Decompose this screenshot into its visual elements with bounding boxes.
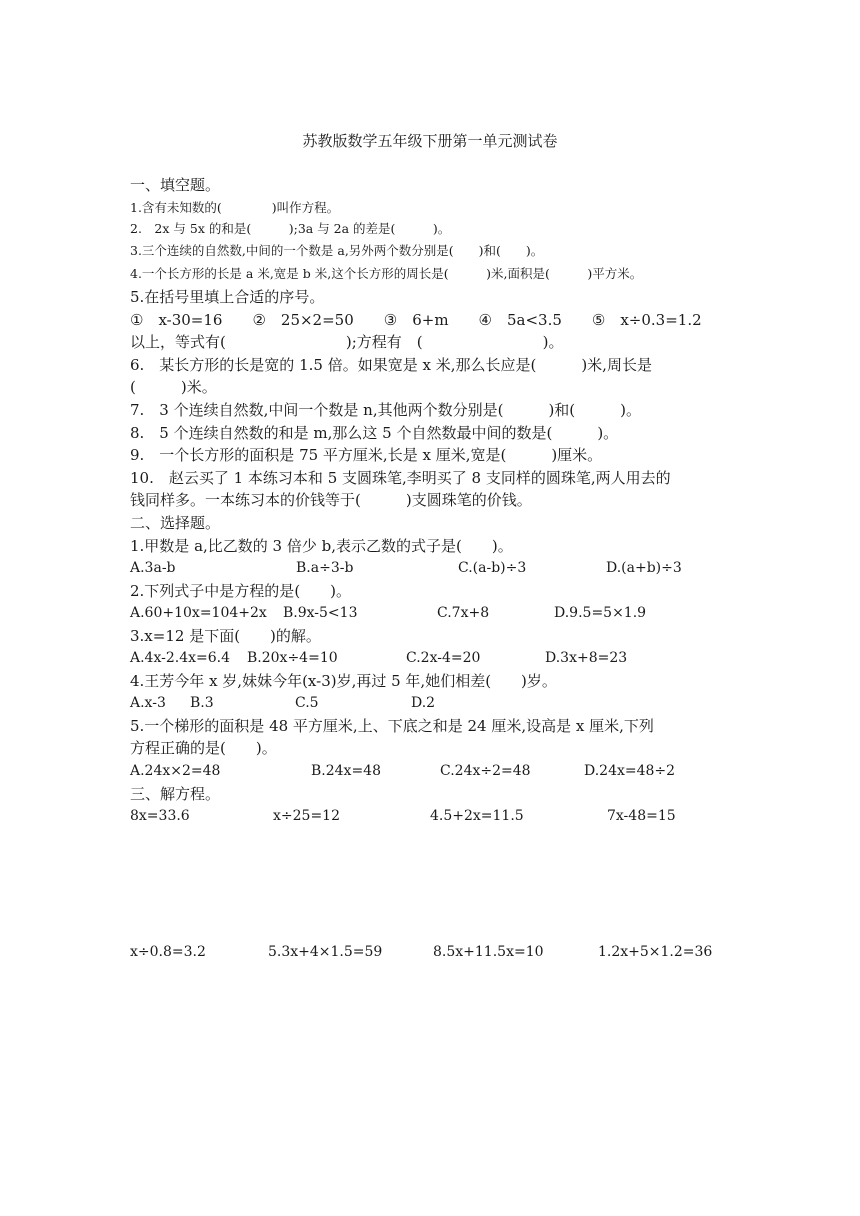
equation-8: 1.2x+5×1.2=36 [598, 944, 713, 960]
question-1-2: 2. 2x 与 5x 的和是( );3a 与 2a 的差是( )。 [130, 221, 451, 236]
option-2-2-b: B.9x-5<13 [283, 605, 358, 621]
option-2-2-a: A.60+10x=104+2x [130, 605, 267, 621]
question-1-6-line1: 6. 某长方形的长是宽的 1.5 倍。如果宽是 x 米,那么长应是( )米,周长是 [130, 356, 652, 374]
question-1-9: 9. 一个长方形的面积是 75 平方厘米,长是 x 厘米,宽是( )厘米。 [130, 446, 603, 464]
question-2-5-line2: 方程正确的是( )。 [130, 739, 277, 757]
question-1-6-line2: ( )米。 [130, 378, 217, 396]
option-2-1-a: A.3a-b [130, 560, 176, 576]
equation-1: 8x=33.6 [130, 808, 190, 824]
section-heading-fill-blank: 一、填空题。 [130, 176, 221, 194]
option-2-2-c: C.7x+8 [437, 605, 490, 621]
option-2-3-a: A.4x-2.4x=6.4 [130, 650, 231, 666]
question-1-3: 3.三个连续的自然数,中间的一个数是 a,另外两个数分别是( )和( )。 [130, 243, 544, 258]
option-2-3-d: D.3x+8=23 [545, 650, 628, 666]
option-2-4-c: C.5 [295, 695, 319, 711]
option-2-5-d: D.24x=48÷2 [584, 763, 676, 779]
equation-5: x÷0.8=3.2 [130, 944, 206, 960]
option-2-4-a: A.x-3 [130, 695, 166, 711]
option-2-1-d: D.(a+b)÷3 [606, 560, 682, 576]
question-1-10-line2: 钱同样多。一本练习本的价钱等于( )支圆珠笔的价钱。 [130, 491, 532, 509]
equation-2: x÷25=12 [273, 808, 340, 824]
question-2-5-line1: 5.一个梯形的面积是 48 平方厘米,上、下底之和是 24 厘米,设高是 x 厘米,下列 [130, 717, 654, 735]
equation-7: 8.5x+11.5x=10 [433, 944, 544, 960]
question-2-2: 2.下列式子中是方程的是( )。 [130, 582, 352, 600]
option-2-2-d: D.9.5=5×1.9 [554, 605, 647, 621]
option-2-3-b: B.20x÷4=10 [247, 650, 338, 666]
option-2-5-a: A.24x×2=48 [130, 763, 221, 779]
option-2-4-d: D.2 [411, 695, 436, 711]
option-2-3-c: C.2x-4=20 [406, 650, 481, 666]
question-1-5-items: ① x-30=16 ② 25×2=50 ③ 6+m ④ 5a<3.5 ⑤ x÷0.3=1.2 [130, 311, 702, 329]
section-heading-solve: 三、解方程。 [130, 785, 221, 803]
question-2-3: 3.x=12 是下面( )的解。 [130, 627, 321, 645]
question-1-10-line1: 10. 赵云买了 1 本练习本和 5 支圆珠笔,李明买了 8 支同样的圆珠笔,两人用去的 [130, 469, 671, 487]
question-1-5-answer: 以上，等式有( );方程有 ( )。 [130, 333, 564, 351]
question-1-4: 4.一个长方形的长是 a 米,宽是 b 米,这个长方形的周长是( )米,面积是( )平方米。 [130, 266, 643, 281]
question-1-5: 5.在括号里填上合适的序号。 [130, 288, 325, 306]
question-2-4: 4.王芳今年 x 岁,妹妹今年(x-3)岁,再过 5 年,她们相差( )岁。 [130, 672, 557, 690]
page-title: 苏教版数学五年级下册第一单元测试卷 [302, 132, 558, 150]
question-1-1: 1.含有未知数的( )叫作方程。 [130, 200, 340, 215]
option-2-5-c: C.24x÷2=48 [440, 763, 531, 779]
question-1-7: 7. 3 个连续自然数,中间一个数是 n,其他两个数分别是( )和( )。 [130, 401, 641, 419]
equation-4: 7x-48=15 [607, 808, 676, 824]
question-1-8: 8. 5 个连续自然数的和是 m,那么这 5 个自然数最中间的数是( )。 [130, 424, 619, 442]
option-2-1-b: B.a÷3-b [296, 560, 354, 576]
option-2-4-b: B.3 [190, 695, 214, 711]
equation-6: 5.3x+4×1.5=59 [268, 944, 383, 960]
section-heading-choice: 二、选择题。 [130, 514, 221, 532]
option-2-1-c: C.(a-b)÷3 [458, 560, 527, 576]
option-2-5-b: B.24x=48 [311, 763, 381, 779]
question-2-1: 1.甲数是 a,比乙数的 3 倍少 b,表示乙数的式子是( )。 [130, 537, 513, 555]
equation-3: 4.5+2x=11.5 [430, 808, 524, 824]
